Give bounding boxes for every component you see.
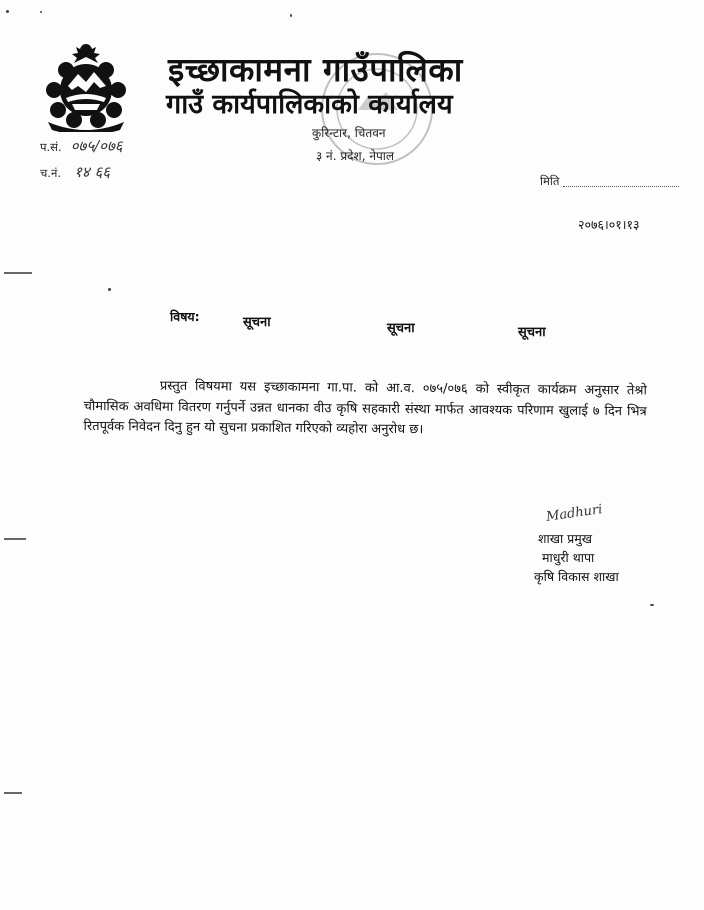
subject-label: विषय: <box>170 309 200 324</box>
scan-speck <box>4 272 32 274</box>
office-title-line2: गाउँ कार्यपालिकाको कार्यालय <box>166 89 453 120</box>
chalani-number <box>40 162 110 182</box>
handwritten-signature: Madhuri <box>545 502 604 525</box>
patra-value: ०७५/०७६ <box>70 137 123 155</box>
chalani-value: १४ ६६ <box>74 163 111 181</box>
office-address-line2: ३ नं. प्रदेश, नेपाल <box>316 149 395 163</box>
date-label: मिति <box>540 174 560 188</box>
notice-paragraph: प्रस्तुत विषयमा यस इच्छाकामना गा.पा. को आ.व. ०७५/०७६ को स्वीकृत कार्यक्रम अनुसार तेश्रो चौमासिक अवधिमा वितरण गर्नुपर्ने उन्नत धानका वीउ कृषि सहकारी संस्था मार्फत आवश्यक परिणाम खुलाई ७ दिन भित्र रितपूर्वक निवेदन दिनु हुन यो सुचना प्रकाशित गरिएको व्यहोरा अनुरोध छ। <box>83 378 647 438</box>
scan-speck <box>6 10 9 13</box>
office-address-line1: कुरिन्टार, चितवन <box>312 126 386 140</box>
date-value: २०७६।०१।१३ <box>578 217 640 232</box>
signature-block <box>534 529 619 586</box>
scan-speck <box>40 11 42 13</box>
signatory-section: कृषि विकास शाखा <box>534 569 619 584</box>
signatory-designation: शाखा प्रमुख <box>538 531 592 546</box>
patra-sankhya <box>40 136 123 156</box>
scan-speck <box>650 604 654 606</box>
scan-speck <box>290 14 292 17</box>
notice-word: सूचना <box>387 321 415 336</box>
notice-word: सूचना <box>243 315 271 330</box>
patra-label: प.सं. <box>40 140 62 154</box>
scan-speck <box>108 288 111 291</box>
notice-word: सूचना <box>518 325 546 340</box>
chalani-label: च.नं. <box>40 166 61 180</box>
date-field <box>540 174 679 189</box>
notice-body <box>83 376 647 443</box>
nepal-emblem-icon <box>38 40 134 132</box>
scan-speck <box>4 792 22 794</box>
scan-speck <box>4 538 26 540</box>
office-title-line1: इच्छाकामना गाउँपालिका <box>168 50 463 89</box>
signatory-name: माधुरी थापा <box>542 550 595 565</box>
date-dotted-line <box>563 186 679 187</box>
